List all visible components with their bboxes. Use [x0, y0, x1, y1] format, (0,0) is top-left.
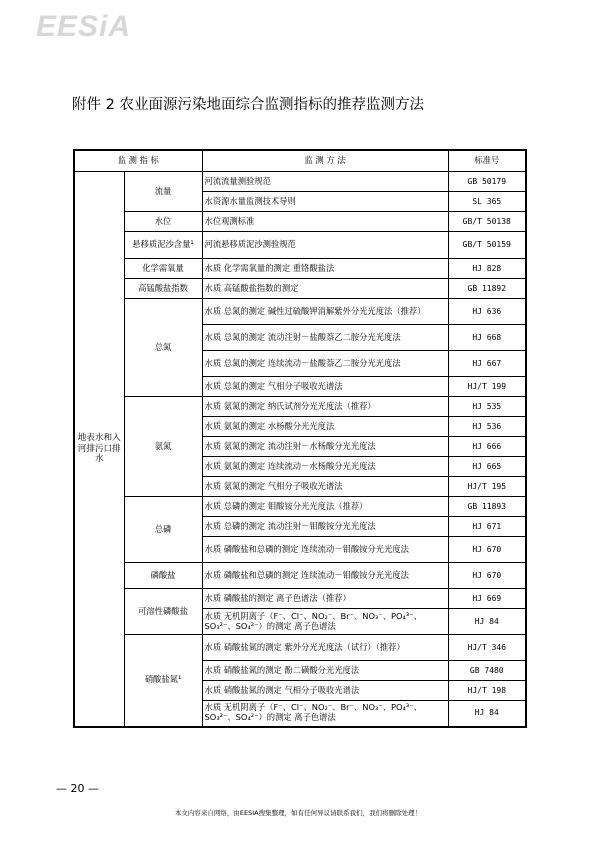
standard-cell: HJ 670 — [448, 537, 526, 563]
method-cell: 水质 氨氮的测定 连续流动－水杨酸分光光度法 — [202, 457, 448, 477]
page-title: 附件 2 农业面源污染地面综合监测指标的推荐监测方法 — [72, 97, 424, 113]
page-number: — 20 — — [56, 782, 99, 795]
table-row — [74, 563, 526, 589]
standard-cell: GB 11892 — [448, 279, 526, 299]
method-cell: 水质 磷酸盐和总磷的测定 连续流动－钼酸铵分光光度法 — [202, 563, 448, 589]
indicator-cell: 流量 — [124, 172, 202, 212]
method-cell: 水质 总氮的测定 流动注射－盐酸萘乙二胺分光光度法 — [202, 325, 448, 351]
header-standard: 标准号 — [448, 150, 526, 172]
method-cell: 水质 总氮的测定 气相分子吸收光谱法 — [202, 377, 448, 397]
category-cell: 地表水和入河排污口排水 — [74, 172, 124, 727]
table-row — [74, 497, 526, 517]
header-method: 监 测 方 法 — [202, 150, 448, 172]
indicator-cell: 悬移质泥沙含量¹ — [124, 232, 202, 259]
table-row — [74, 212, 526, 232]
method-cell: 水质 高锰酸盐指数的测定 — [202, 279, 448, 299]
standard-cell: HJ 670 — [448, 563, 526, 589]
table-header-row — [74, 150, 526, 172]
standard-cell: GB 50179 — [448, 172, 526, 192]
method-cell: 水质 磷酸盐和总磷的测定 连续流动－钼酸铵分光光度法 — [202, 537, 448, 563]
indicator-cell: 可溶性磷酸盐 — [124, 589, 202, 635]
standard-cell: HJ 535 — [448, 397, 526, 417]
table-row — [74, 635, 526, 661]
method-cell: 水质 硝酸盐氮的测定 紫外分光光度法（试行）（推荐） — [202, 635, 448, 661]
method-cell: 水质 氨氮的测定 纳氏试剂分光光度法（推荐） — [202, 397, 448, 417]
indicator-cell: 总磷 — [124, 497, 202, 563]
standard-cell: HJ 671 — [448, 517, 526, 537]
indicator-cell: 磷酸盐 — [124, 563, 202, 589]
method-cell: 水质 无机阴离子（F⁻、Cl⁻、NO₂⁻、Br⁻、NO₃⁻、PO₄³⁻、SO₃²⁻、SO₄²⁻）的测定 离子色谱法 — [202, 701, 448, 727]
standard-cell: HJ/T 198 — [448, 681, 526, 701]
table-row — [74, 279, 526, 299]
table-row — [74, 589, 526, 609]
standard-cell: HJ 666 — [448, 437, 526, 457]
standard-cell: HJ 536 — [448, 417, 526, 437]
standard-cell: HJ 84 — [448, 609, 526, 635]
method-cell: 水质 硝酸盐氮的测定 酚二磺酸分光光度法 — [202, 661, 448, 681]
method-cell: 水质 总磷的测定 流动注射－钼酸铵分光光度法 — [202, 517, 448, 537]
standard-cell: HJ 828 — [448, 259, 526, 279]
method-cell: 水质 硝酸盐氮的测定 气相分子吸收光谱法 — [202, 681, 448, 701]
indicator-cell: 硝酸盐氮¹ — [124, 635, 202, 727]
standard-cell: HJ/T 199 — [448, 377, 526, 397]
standard-cell: GB 7480 — [448, 661, 526, 681]
header-indicator: 监 测 指 标 — [74, 150, 202, 172]
standard-cell: HJ 669 — [448, 589, 526, 609]
indicator-cell: 化学需氧量 — [124, 259, 202, 279]
indicator-cell: 高锰酸盐指数 — [124, 279, 202, 299]
table-row — [74, 259, 526, 279]
monitoring-methods-table — [73, 149, 527, 728]
standard-cell: HJ/T 195 — [448, 477, 526, 497]
method-cell: 水质 总氮的测定 连续流动－盐酸萘乙二胺分光光度法 — [202, 351, 448, 377]
indicator-cell: 总氮 — [124, 299, 202, 397]
method-cell: 水质 化学需氧量的测定 重铬酸盐法 — [202, 259, 448, 279]
table-row — [74, 232, 526, 259]
method-cell: 水位观测标准 — [202, 212, 448, 232]
standard-cell: HJ 668 — [448, 325, 526, 351]
method-cell: 水质 总磷的测定 钼酸铵分光光度法（推荐） — [202, 497, 448, 517]
standard-cell: HJ/T 346 — [448, 635, 526, 661]
method-cell: 水质 氨氮的测定 流动注射－水杨酸分光光度法 — [202, 437, 448, 457]
method-cell: 水质 磷酸盐的测定 离子色谱法（推荐） — [202, 589, 448, 609]
footer-disclaimer: 本文内容来自网络，由EESIA搜集整理，如有任何异议请联系我们，我们将删除处理！ — [174, 809, 422, 817]
standard-cell: HJ 84 — [448, 701, 526, 727]
standard-cell: GB/T 50138 — [448, 212, 526, 232]
method-cell: 水资源水量监测技术导则 — [202, 192, 448, 212]
table-row — [74, 299, 526, 325]
method-cell: 水质 氨氮的测定 水杨酸分光光度法 — [202, 417, 448, 437]
table-row — [74, 172, 526, 192]
standard-cell: SL 365 — [448, 192, 526, 212]
table-row — [74, 397, 526, 417]
standard-cell: GB 11893 — [448, 497, 526, 517]
standard-cell: GB/T 50159 — [448, 232, 526, 259]
method-cell: 水质 总氮的测定 碱性过硫酸钾消解紫外分光光度法（推荐） — [202, 299, 448, 325]
indicator-cell: 氨氮 — [124, 397, 202, 497]
standard-cell: HJ 667 — [448, 351, 526, 377]
method-cell: 水质 氨氮的测定 气相分子吸收光谱法 — [202, 477, 448, 497]
indicator-cell: 水位 — [124, 212, 202, 232]
method-cell: 水质 无机阴离子（F⁻、Cl⁻、NO₂⁻、Br⁻、NO₃⁻、PO₄³⁻、SO₃²⁻、SO₄²⁻）的测定 离子色谱法 — [202, 609, 448, 635]
standard-cell: HJ 636 — [448, 299, 526, 325]
method-cell: 河流流量测验规范 — [202, 172, 448, 192]
method-cell: 河流悬移质泥沙测验规范 — [202, 232, 448, 259]
standard-cell: HJ 665 — [448, 457, 526, 477]
eesia-logo: EESiA — [36, 10, 132, 43]
